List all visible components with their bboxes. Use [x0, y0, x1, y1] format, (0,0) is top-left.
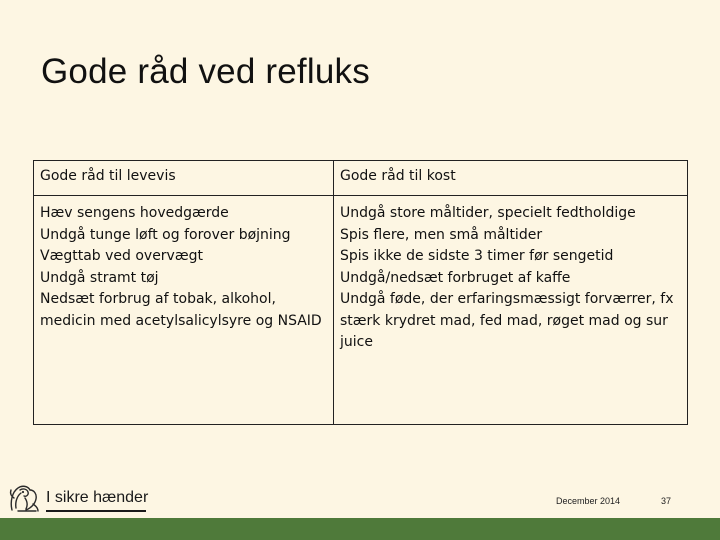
lifestyle-item: Vægttab ved overvægt — [40, 248, 203, 264]
advice-table — [33, 160, 688, 425]
header-lifestyle: Gode råd til levevis — [34, 161, 334, 196]
diet-item: Spis ikke de sidste 3 timer før sengetid — [340, 248, 614, 264]
logo-underline — [46, 510, 146, 512]
lifestyle-item: Hæv sengens hovedgærde — [40, 205, 229, 221]
lion-crest-icon — [6, 480, 42, 516]
header-diet: Gode råd til kost — [334, 161, 688, 196]
bottom-bar — [0, 518, 720, 540]
logo — [6, 480, 156, 516]
diet-item: Undgå store måltider, specielt fedtholdige — [340, 205, 636, 221]
diet-cell — [334, 196, 688, 425]
lifestyle-item: Undgå tunge løft og forover bøjning — [40, 226, 291, 243]
diet-item: Undgå/nedsæt forbruget af kaffe — [340, 269, 571, 286]
footer-date: December 2014 — [556, 496, 621, 506]
table-header-row — [34, 161, 688, 196]
table-body-row — [34, 196, 688, 425]
lifestyle-cell — [34, 196, 334, 425]
lifestyle-item: Nedsæt forbrug af tobak, alkohol, medicin med acetylsalicylsyre og NSAID — [40, 291, 322, 329]
diet-item: Undgå føde, der erfaringsmæssigt forværrer, fx stærk krydret mad, fed mad, røget mad og sur juice — [340, 291, 674, 350]
lifestyle-item: Undgå stramt tøj — [40, 269, 159, 286]
diet-item: Spis flere, men små måltider — [340, 226, 543, 243]
logo-text: I sikre hænder — [46, 489, 149, 506]
page-number: 37 — [661, 496, 672, 506]
slide-title: Gode råd ved refluks — [41, 52, 370, 91]
